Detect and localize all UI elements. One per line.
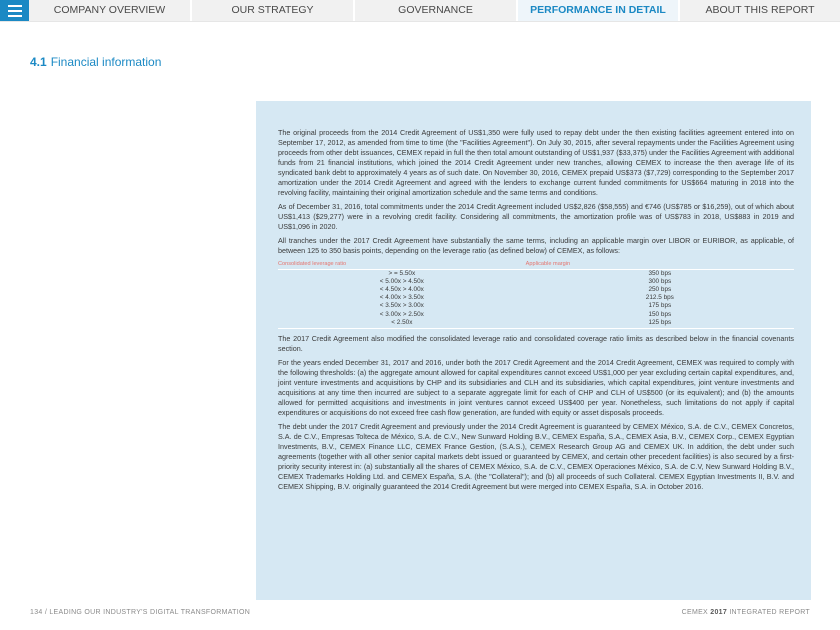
tab-governance[interactable]: GOVERNANCE [355,0,516,21]
table-cell-margin: 250 bps [648,286,672,294]
paragraph-6: The debt under the 2017 Credit Agreement and previously under the 2014 Credit Agreement is guaranteed by CEMEX México, S.A. de C.V., CEMEX Concretos, S.A. de C.V., Empresas Tolteca de México, S.A. de C.V., New Sunward Holding B.V., CEMEX España, S.A., CEMEX Asia, B.V., CEMEX Corp., CEMEX Egyptian Investments, B.V., CEMEX Finance LLC, CEMEX France Gestion, (S.A.S.), CEMEX Research Group AG and CEMEX UK. In addition, the debt under such agreements (together with all other senior capital markets debt issued or guaranteed by CEMEX, and certain other precedent facilities) is also secured by a first-priority security interest in: (a) substantially all the shares of CEMEX México, S.A. de C.V., CEMEX Operaciones México, S.A. de C.V, New Sunward Holding B.V., CEMEX Trademarks Holding Ltd. and CEMEX España, S.A. (the "Collateral"); and (b) all proceeds of such Collateral. CEMEX Egyptian Investments II, B.V. and CEMEX Shipping, B.V. originally guaranteed the 2014 Credit Agreement but were merged into CEMEX España, S.A. in October 2016. [278,421,794,491]
section-title-text: Financial information [50,55,162,69]
document-body [278,128,794,496]
table-cell-margin: 350 bps [648,270,672,278]
table-cell-ratio: < 3.50x > 3.00x [379,302,424,310]
tab-our-strategy[interactable]: OUR STRATEGY [192,0,353,21]
footer-brand: CEMEX [681,609,709,616]
table-cell-margin: 175 bps [648,302,672,310]
hamburger-menu-icon[interactable] [0,0,29,21]
footer-left [30,609,250,616]
section-title [30,55,161,69]
paragraph-4: The 2017 Credit Agreement also modified the consolidated leverage ratio and consolidated coverage ratio limits as described below in the financial covenants section. [278,333,794,353]
table-cell-margin: 125 bps [526,319,794,329]
tab-about-this-report[interactable]: ABOUT THIS REPORT [680,0,840,21]
footer-right [682,609,810,616]
table-row [278,294,794,302]
leverage-margin-table [278,260,794,329]
footer-report-title: INTEGRATED REPORT [729,609,810,616]
paragraph-1: The original proceeds from the 2014 Credit Agreement of US$1,350 were fully used to repay debt under the then existing facilities agreement entered into on September 17, 2012, as amended from time to time (the "Facilities Agreement"). On July 30, 2015, after several repayments under the Facilities Agreement using proceeds from other debt issuances, CEMEX repaid in full the then total amount outstanding of US$1,937 ($33,375) under the Facilities Agreement with additional funds from 21 financial institutions, which joined the 2014 Credit Agreement under new tranches, allowing CEMEX to increase the then average life of its syndicated bank debt to approximately 4 years as of such date. On November 30, 2016, CEMEX prepaid US$373 ($7,729) corresponding to the September 2017 amortization under the 2014 Credit Agreement and agreed with the lenders to exchange current funded commitments for US$664 maturing in 2018 into the revolving facility, maintaining their original amortization schedule and the same terms and conditions. [278,128,794,197]
table-row [278,311,794,319]
table-row [278,278,794,286]
table-cell-ratio: < 4.00x > 3.50x [379,294,424,302]
footer-separator: / [44,609,48,616]
section-number: 4.1 [30,55,47,69]
tab-performance-in-detail[interactable]: PERFORMANCE IN DETAIL [518,0,678,21]
paragraph-3: All tranches under the 2017 Credit Agreement have substantially the same terms, including an applicable margin over LIBOR or EURIBOR, as applicable, of between 125 to 350 basis points, depending on the leverage ratio (as defined below) of CEMEX, as follows: [278,236,794,255]
table-cell-margin: 212.5 bps [645,294,674,302]
table-cell-ratio: < 5.00x > 4.50x [379,278,424,286]
table-cell-margin: 150 bps [648,310,672,318]
table-cell-margin: 300 bps [648,278,672,286]
table-row [278,286,794,294]
table-row [278,319,794,329]
table-cell-ratio: > = 5.50x [388,270,416,278]
paragraph-2: As of December 31, 2016, total commitments under the 2014 Credit Agreement included US$2,826 ($58,555) and €746 (US$785 or $16,259), out of which about US$1,413 ($29,277) were in a revolving credit facility. Considering all commitments, the amortization profile was of US$783 in 2018, US$883 in 2019 and US$1,096 in 2020. [278,202,794,231]
table-header-applicable-margin: Applicable margin [526,260,794,270]
top-navigation [0,0,840,22]
tab-company-overview[interactable]: COMPANY OVERVIEW [29,0,190,21]
table-row [278,270,794,279]
table-cell-ratio: < 4.50x > 4.00x [379,286,424,294]
table-cell-ratio: < 3.00x > 2.50x [379,310,424,318]
page-number: 134 [30,609,43,616]
footer-section-text: LEADING OUR INDUSTRY'S DIGITAL TRANSFORMATION [49,609,251,616]
table-header-leverage-ratio: Consolidated leverage ratio [278,260,526,270]
paragraph-5: For the years ended December 31, 2017 and 2016, under both the 2017 Credit Agreement and the 2014 Credit Agreement, CEMEX was required to comply with the following thresholds: (a) the aggregate amount allowed for capital expenditures cannot exceed US$1,000 per year excluding certain capital expenditures, and, joint venture investments and acquisitions by CHP and its subsidiaries and CLH and its subsidiaries, which capital expenditures, joint venture investments and acquisitions at any time then incurred are subject to a separate aggregate limit for each of CHP and CLH of US$500 (or its equivalent); and (b) the amounts allowed for permitted acquisitions and investments in joint ventures cannot exceed US$400 per year. Nonetheless, such limitations do not apply if capital expenditures or acquisitions do not exceed free cash flow generation, are funded with equity or asset disposals proceeds. [278,357,794,417]
table-row [278,302,794,310]
table-cell-ratio: < 2.50x [278,319,526,329]
footer-year: 2017 [710,609,728,616]
